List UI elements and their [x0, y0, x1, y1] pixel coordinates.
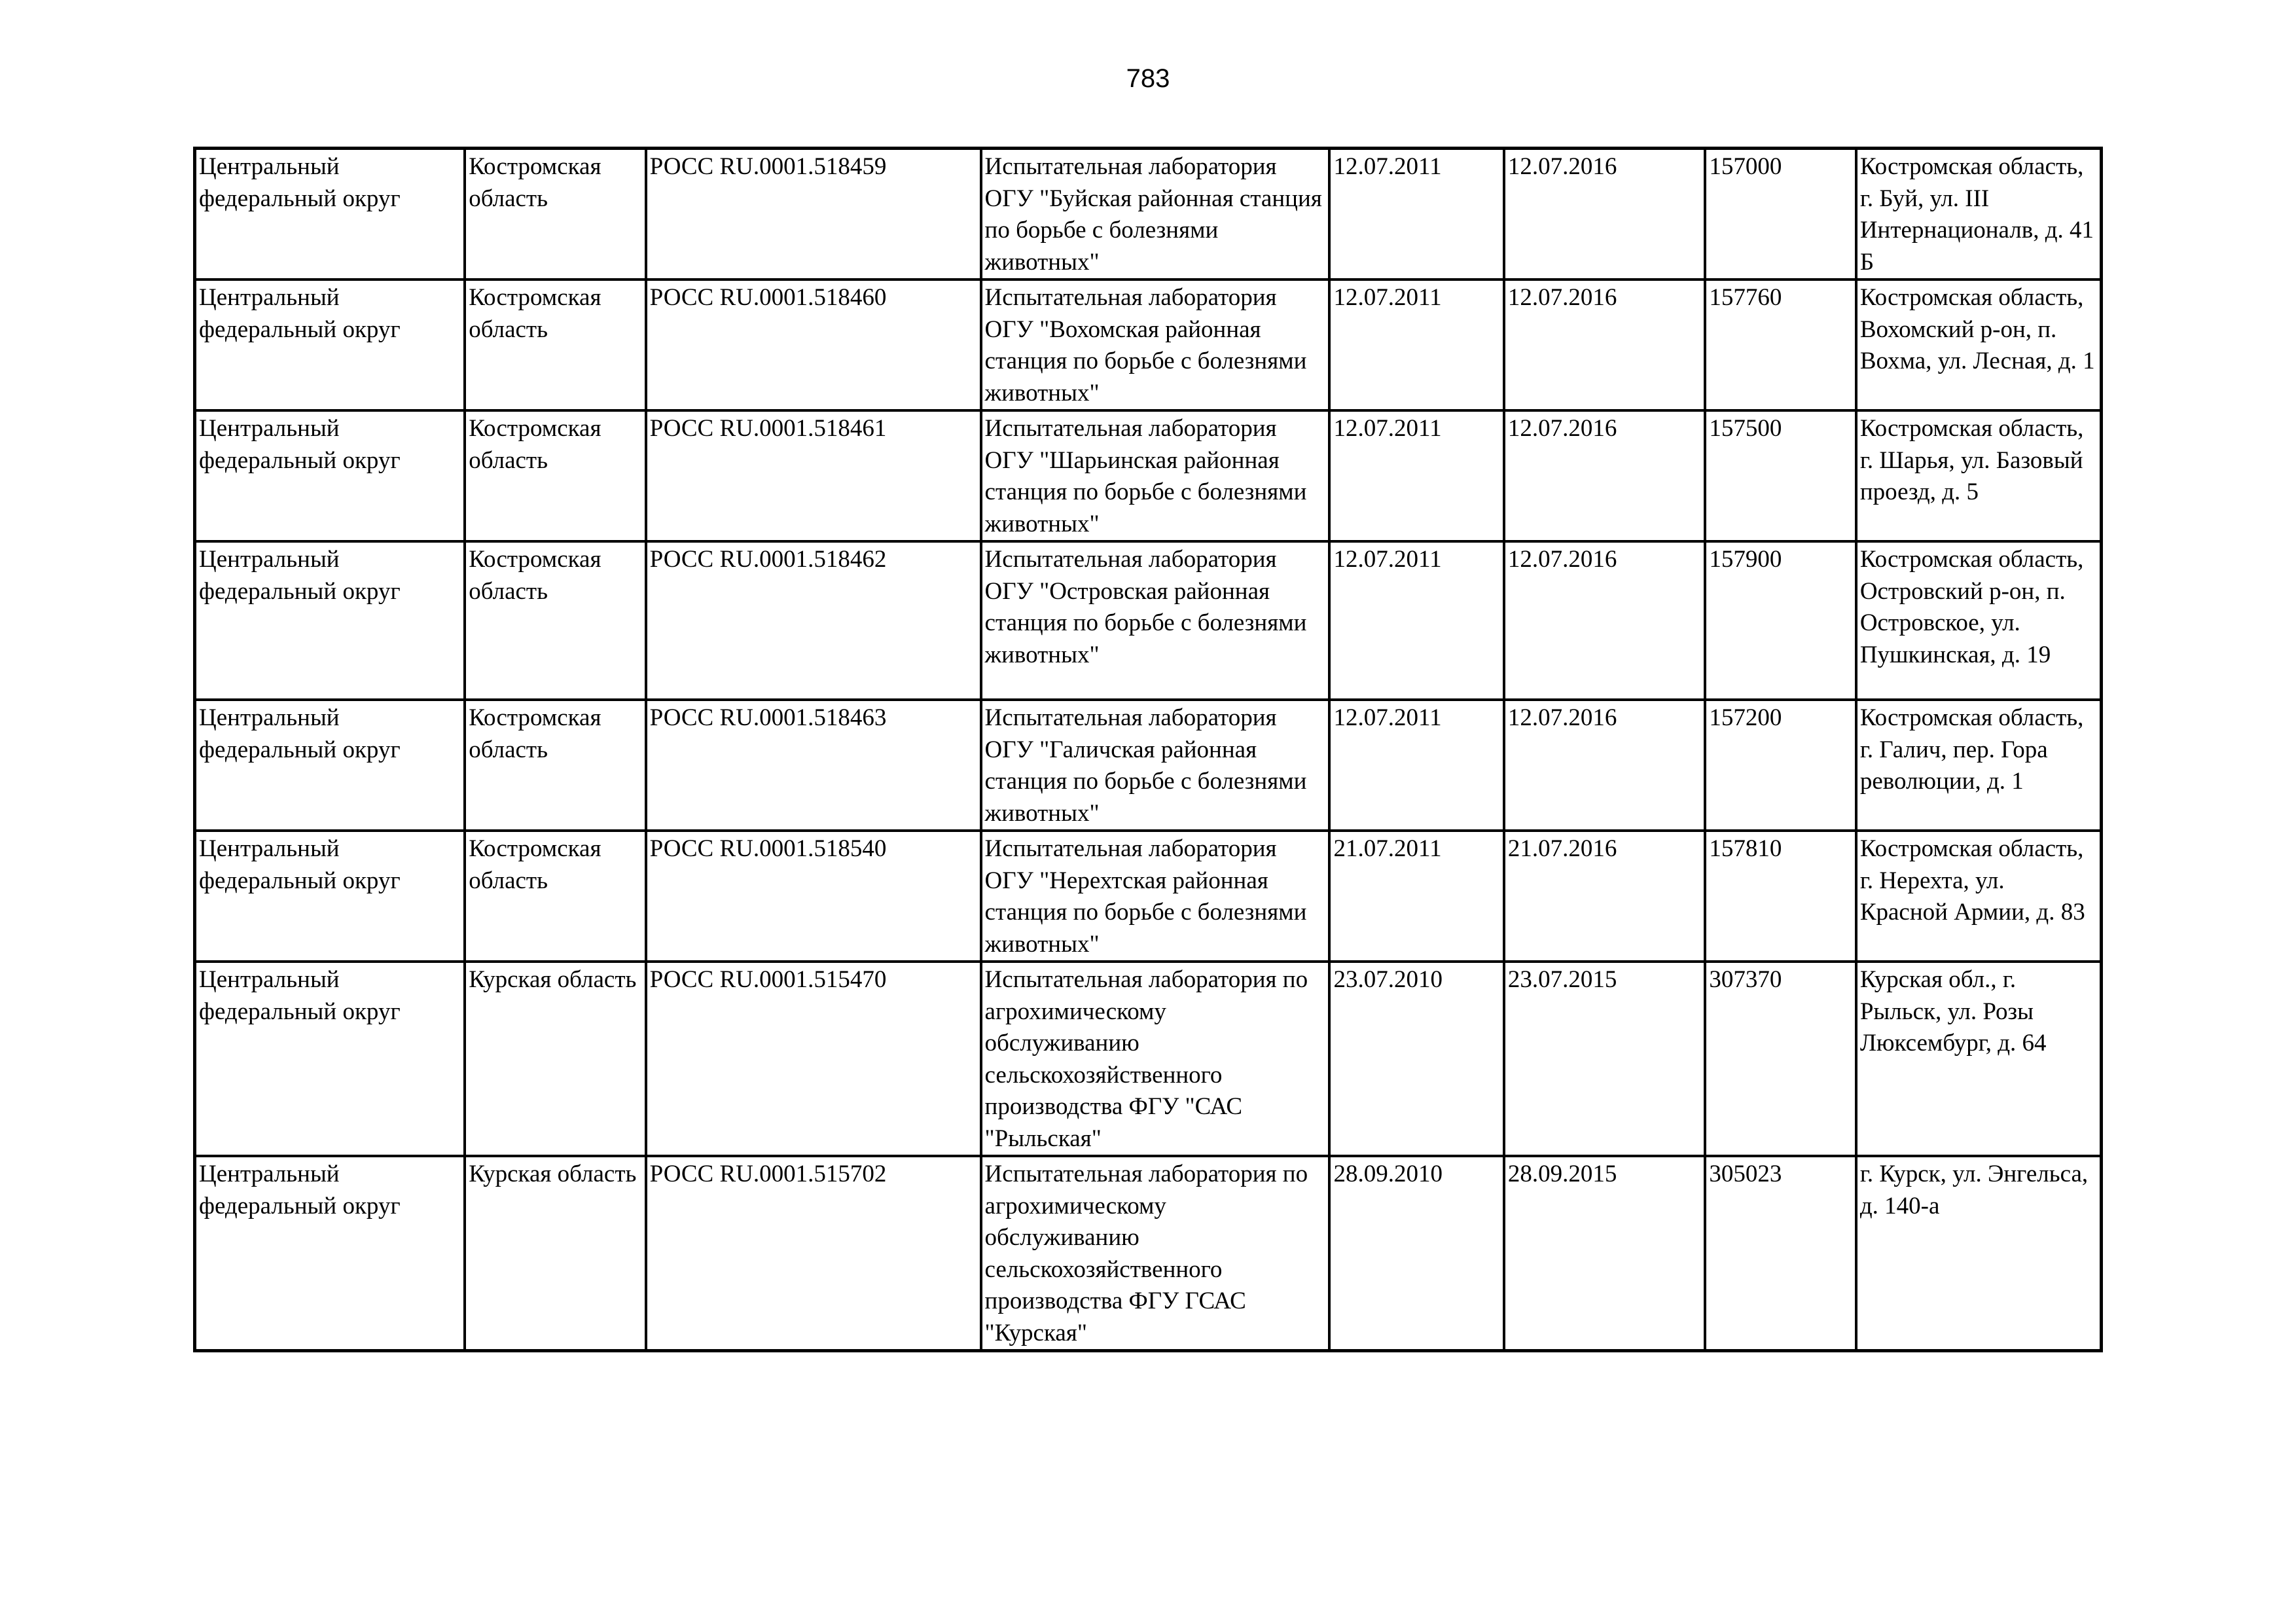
page-number: 783	[1126, 64, 1170, 93]
district-cell: Центральный федеральный округ	[195, 541, 465, 700]
date-from-cell: 28.09.2010	[1329, 1156, 1503, 1351]
certificate-cell: РОСС RU.0001.515702	[646, 1156, 981, 1351]
date-from-cell: 21.07.2011	[1329, 831, 1503, 962]
table-row	[195, 1156, 2102, 1351]
address-cell: Костромская область, Островский р-он, п. Островское, ул. Пушкинская, д. 19	[1856, 541, 2102, 700]
certificate-cell: РОСС RU.0001.518462	[646, 541, 981, 700]
zip-cell: 305023	[1705, 1156, 1856, 1351]
certificate-cell: РОСС RU.0001.518540	[646, 831, 981, 962]
zip-cell: 307370	[1705, 962, 1856, 1156]
date-from-cell: 12.07.2011	[1329, 149, 1503, 280]
region-cell: Костромская область	[465, 149, 645, 280]
laboratory-cell: Испытательная лаборатория ОГУ "Островская районная станция по борьбе с болезнями животных"	[981, 541, 1330, 700]
table-row	[195, 962, 2102, 1156]
laboratory-cell: Испытательная лаборатория ОГУ "Нерехтская районная станция по борьбе с болезнями животных"	[981, 831, 1330, 962]
region-cell: Курская область	[465, 962, 645, 1156]
region-cell: Курская область	[465, 1156, 645, 1351]
date-to-cell: 12.07.2016	[1504, 149, 1706, 280]
zip-cell: 157760	[1705, 280, 1856, 410]
district-cell: Центральный федеральный округ	[195, 149, 465, 280]
date-to-cell: 23.07.2015	[1504, 962, 1706, 1156]
zip-cell: 157810	[1705, 831, 1856, 962]
table-row	[195, 700, 2102, 831]
laboratory-cell: Испытательная лаборатория по агрохимическому обслуживанию сельскохозяйственного производства ФГУ "САС "Рыльская"	[981, 962, 1330, 1156]
date-from-cell: 12.07.2011	[1329, 541, 1503, 700]
laboratory-cell: Испытательная лаборатория ОГУ "Вохомская районная станция по борьбе с болезнями животных"	[981, 280, 1330, 410]
table-row	[195, 831, 2102, 962]
date-from-cell: 12.07.2011	[1329, 700, 1503, 831]
address-cell: Костромская область, г. Нерехта, ул. Красной Армии, д. 83	[1856, 831, 2102, 962]
district-cell: Центральный федеральный округ	[195, 831, 465, 962]
region-cell: Костромская область	[465, 541, 645, 700]
certificate-cell: РОСС RU.0001.518459	[646, 149, 981, 280]
table-row	[195, 410, 2102, 541]
zip-cell: 157200	[1705, 700, 1856, 831]
district-cell: Центральный федеральный округ	[195, 700, 465, 831]
date-to-cell: 12.07.2016	[1504, 280, 1706, 410]
certificate-cell: РОСС RU.0001.518463	[646, 700, 981, 831]
district-cell: Центральный федеральный округ	[195, 1156, 465, 1351]
laboratory-cell: Испытательная лаборатория ОГУ "Шарьинская районная станция по борьбе с болезнями животных"	[981, 410, 1330, 541]
date-from-cell: 23.07.2010	[1329, 962, 1503, 1156]
region-cell: Костромская область	[465, 700, 645, 831]
district-cell: Центральный федеральный округ	[195, 962, 465, 1156]
address-cell: Костромская область, г. Шарья, ул. Базовый проезд, д. 5	[1856, 410, 2102, 541]
certificate-cell: РОСС RU.0001.518461	[646, 410, 981, 541]
date-to-cell: 12.07.2016	[1504, 541, 1706, 700]
certificate-cell: РОСС RU.0001.515470	[646, 962, 981, 1156]
district-cell: Центральный федеральный округ	[195, 280, 465, 410]
table-row	[195, 541, 2102, 700]
date-to-cell: 28.09.2015	[1504, 1156, 1706, 1351]
address-cell: г. Курск, ул. Энгельса, д. 140-а	[1856, 1156, 2102, 1351]
table-row	[195, 280, 2102, 410]
date-from-cell: 12.07.2011	[1329, 280, 1503, 410]
address-cell: Костромская область, г. Галич, пер. Гора революции, д. 1	[1856, 700, 2102, 831]
district-cell: Центральный федеральный округ	[195, 410, 465, 541]
zip-cell: 157900	[1705, 541, 1856, 700]
laboratory-registry-table	[193, 147, 2103, 1352]
region-cell: Костромская область	[465, 280, 645, 410]
laboratory-cell: Испытательная лаборатория ОГУ "Буйская районная станция по борьбе с болезнями животных"	[981, 149, 1330, 280]
region-cell: Костромская область	[465, 831, 645, 962]
date-to-cell: 21.07.2016	[1504, 831, 1706, 962]
laboratory-cell: Испытательная лаборатория ОГУ "Галичская районная станция по борьбе с болезнями животных"	[981, 700, 1330, 831]
date-to-cell: 12.07.2016	[1504, 700, 1706, 831]
address-cell: Курская обл., г. Рыльск, ул. Розы Люксембург, д. 64	[1856, 962, 2102, 1156]
date-from-cell: 12.07.2011	[1329, 410, 1503, 541]
zip-cell: 157500	[1705, 410, 1856, 541]
address-cell: Костромская область, Вохомский р-он, п. Вохма, ул. Лесная, д. 1	[1856, 280, 2102, 410]
table-row	[195, 149, 2102, 280]
certificate-cell: РОСС RU.0001.518460	[646, 280, 981, 410]
date-to-cell: 12.07.2016	[1504, 410, 1706, 541]
region-cell: Костромская область	[465, 410, 645, 541]
laboratory-cell: Испытательная лаборатория по агрохимическому обслуживанию сельскохозяйственного производства ФГУ ГСАС "Курская"	[981, 1156, 1330, 1351]
zip-cell: 157000	[1705, 149, 1856, 280]
address-cell: Костромская область, г. Буй, ул. III Интернационалв, д. 41 Б	[1856, 149, 2102, 280]
